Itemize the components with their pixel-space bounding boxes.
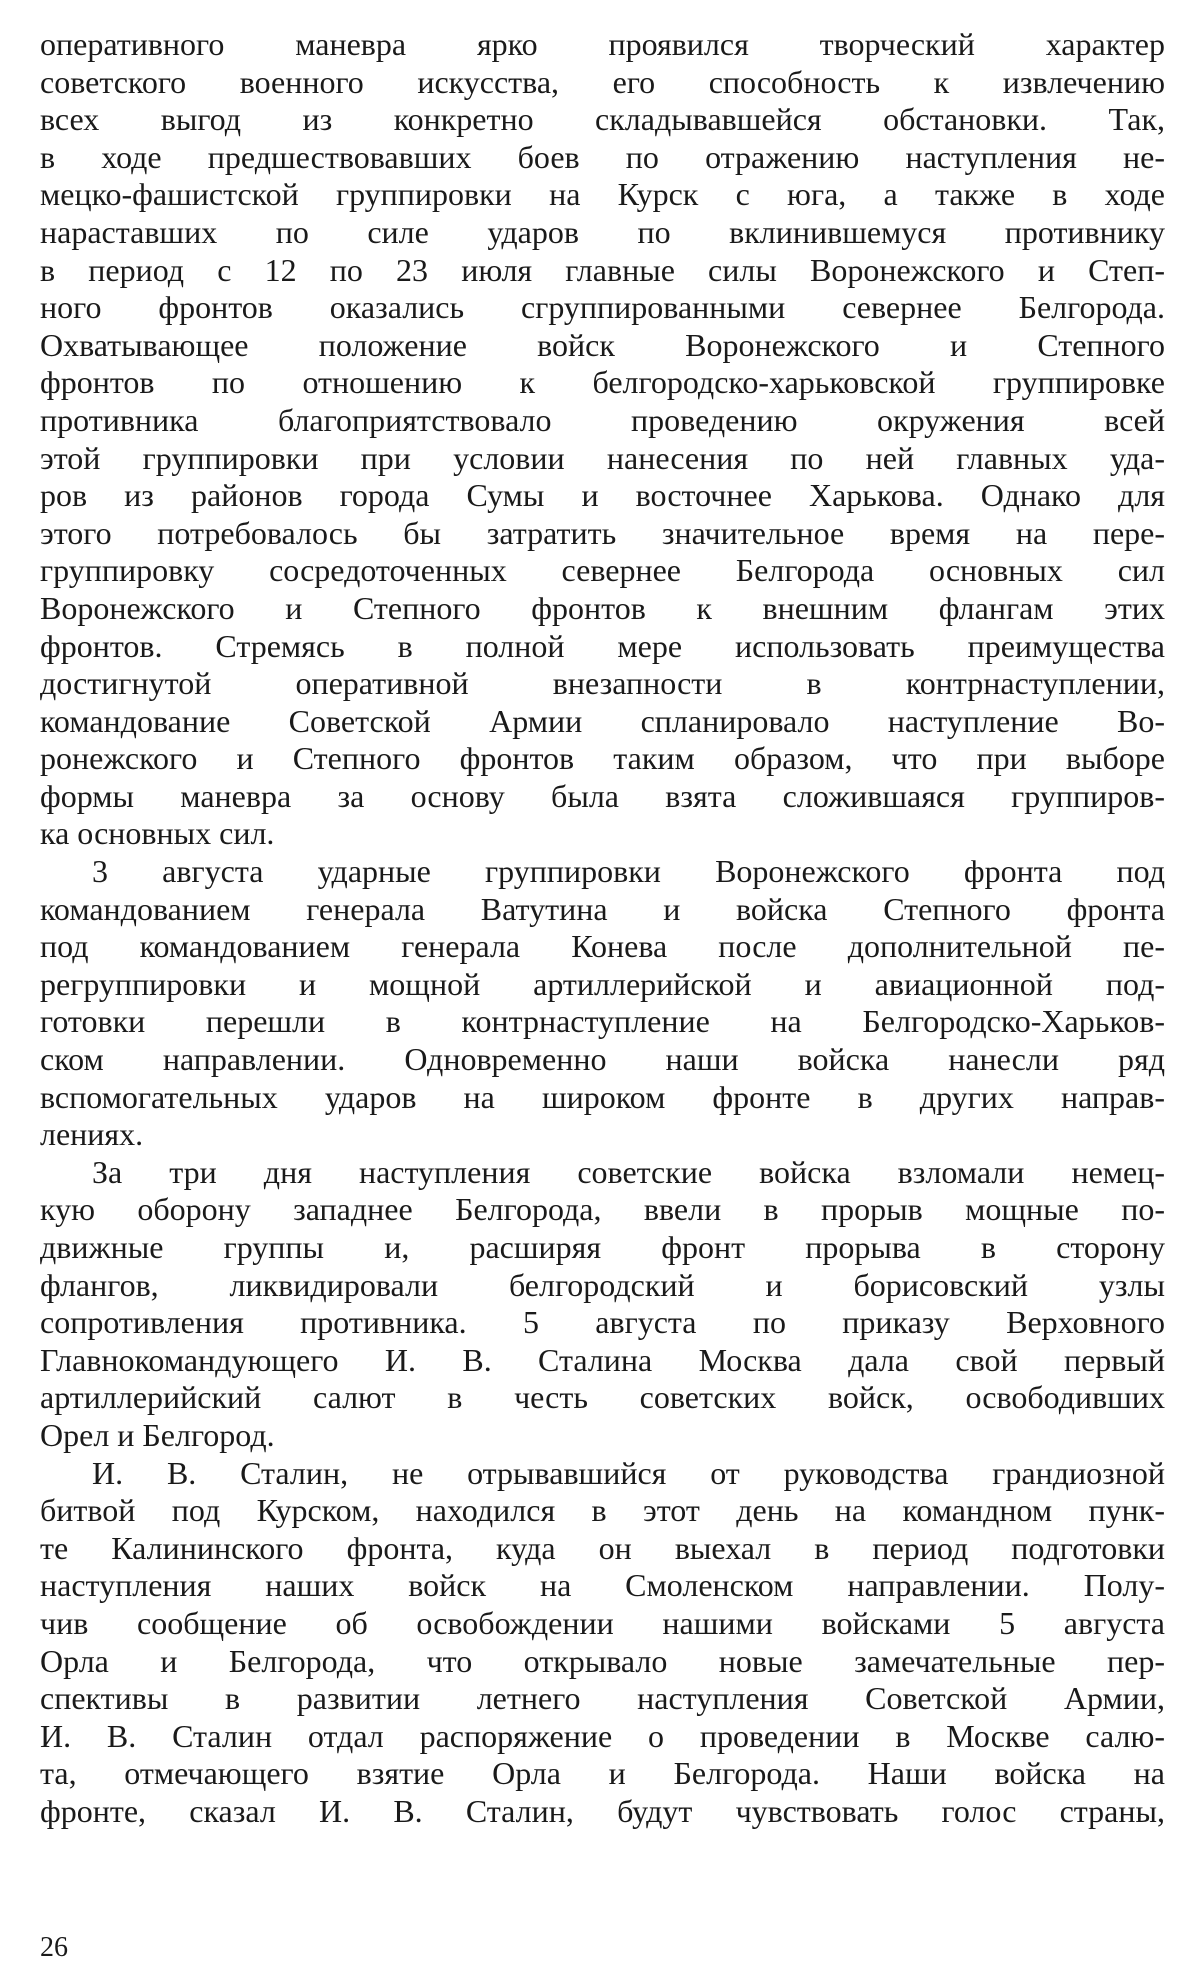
- text-line: командование Советской Армии спланировало наступление Во-: [40, 702, 1165, 739]
- paragraph: [40, 1154, 1165, 1455]
- page-number: 26: [40, 1932, 68, 1963]
- text-line: За три дня наступления советские войска взломали немец-: [92, 1153, 1165, 1190]
- paragraph: [40, 26, 1165, 853]
- text-line: формы маневра за основу была взята сложившаяся группиров-: [40, 777, 1165, 814]
- text-line: Охватывающее положение войск Воронежского и Степного: [40, 326, 1165, 363]
- text-line: ронежского и Степного фронтов таким образом, что при выборе: [40, 740, 1165, 777]
- text-line: движные группы и, расширяя фронт прорыва в сторону: [40, 1229, 1165, 1265]
- text-line: фронтов по отношению к белгородско-харьковской группировке: [40, 364, 1165, 401]
- text-line: чив сообщение об освобождении нашими войсками 5 августа: [40, 1604, 1165, 1641]
- text-line: мецко-фашистской группировки на Курск с юга, а также в ходе: [40, 176, 1165, 213]
- text-line: битвой под Курском, находился в этот день на командном пунк-: [40, 1492, 1165, 1529]
- book-page-text: [40, 26, 1165, 1831]
- text-line: этого потребовалось бы затратить значительное время на пере-: [40, 514, 1165, 551]
- paragraph: [40, 1455, 1165, 1831]
- text-line: в период с 12 по 23 июля главные силы Воронежского и Степ-: [40, 251, 1165, 288]
- text-line: советского военного искусства, его способность к извлечению: [40, 63, 1165, 100]
- text-line: командованием генерала Ватутина и войска Степного фронта: [40, 890, 1165, 927]
- text-line: фронте, сказал И. В. Сталин, будут чувствовать голос страны,: [40, 1792, 1165, 1829]
- text-line: наступления наших войск на Смоленском направлении. Полу-: [40, 1567, 1165, 1604]
- text-line: ного фронтов оказались сгруппированными севернее Белгорода.: [40, 289, 1165, 326]
- text-line: под командованием генерала Конева после дополнительной пе-: [40, 928, 1165, 965]
- text-line: группировку сосредоточенных севернее Белгорода основных сил: [40, 552, 1165, 589]
- text-line: Главнокомандующего И. В. Сталина Москва дала свой первый: [40, 1341, 1165, 1378]
- text-line: Орла и Белгорода, что открывало новые замечательные пер-: [40, 1642, 1165, 1679]
- text-line: фронтов. Стремясь в полной мере использовать преимущества: [40, 627, 1165, 664]
- text-line: противника благоприятствовало проведению окружения всей: [40, 401, 1165, 438]
- text-line: кую оборону западнее Белгорода, ввели в прорыв мощные по-: [40, 1191, 1165, 1228]
- text-line: готовки перешли в контрнаступление на Белгородско-Харьков-: [40, 1003, 1165, 1040]
- text-line: нараставших по силе ударов по вклинившемуся противнику: [40, 213, 1165, 250]
- text-line: спективы в развитии летнего наступления Советской Армии,: [40, 1680, 1165, 1717]
- text-line: та, отмечающего взятие Орла и Белгорода. Наши войска на: [40, 1755, 1165, 1792]
- text-line: всех выгод из конкретно складывавшейся обстановки. Так,: [40, 101, 1165, 138]
- text-line: артиллерийский салют в честь советских войск, освободивших: [40, 1379, 1165, 1416]
- text-line: лениях.: [40, 1116, 144, 1153]
- text-line: Воронежского и Степного фронтов к внешним флангам этих: [40, 589, 1165, 626]
- text-line: оперативного маневра ярко проявился творческий характер: [40, 26, 1165, 62]
- text-line: И. В. Сталин отдал распоряжение о проведении в Москве салю-: [40, 1717, 1165, 1754]
- text-line: те Калининского фронта, куда он выехал в период подготовки: [40, 1529, 1165, 1566]
- text-line: сопротивления противника. 5 августа по приказу Верховного: [40, 1304, 1165, 1341]
- text-line: ка основных сил.: [40, 815, 275, 852]
- text-line: регруппировки и мощной артиллерийской и авиационной под-: [40, 965, 1165, 1002]
- text-line: в ходе предшествовавших боев по отражению наступления не-: [40, 138, 1165, 175]
- text-line: вспомогательных ударов на широком фронте в других направ-: [40, 1078, 1165, 1115]
- text-line: флангов, ликвидировали белгородский и борисовский узлы: [40, 1266, 1165, 1303]
- text-line: ров из районов города Сумы и восточнее Харькова. Однако для: [40, 477, 1165, 514]
- paragraph: [40, 853, 1165, 1154]
- text-line: этой группировки при условии нанесения по ней главных уда-: [40, 439, 1165, 476]
- text-line: ском направлении. Одновременно наши войска нанесли ряд: [40, 1041, 1165, 1078]
- text-line: Орел и Белгород.: [40, 1416, 275, 1453]
- text-line: 3 августа ударные группировки Воронежского фронта под: [92, 853, 1165, 890]
- text-line: достигнутой оперативной внезапности в контрнаступлении,: [40, 665, 1165, 702]
- text-line: И. В. Сталин, не отрывавшийся от руководства грандиозной: [92, 1454, 1165, 1491]
